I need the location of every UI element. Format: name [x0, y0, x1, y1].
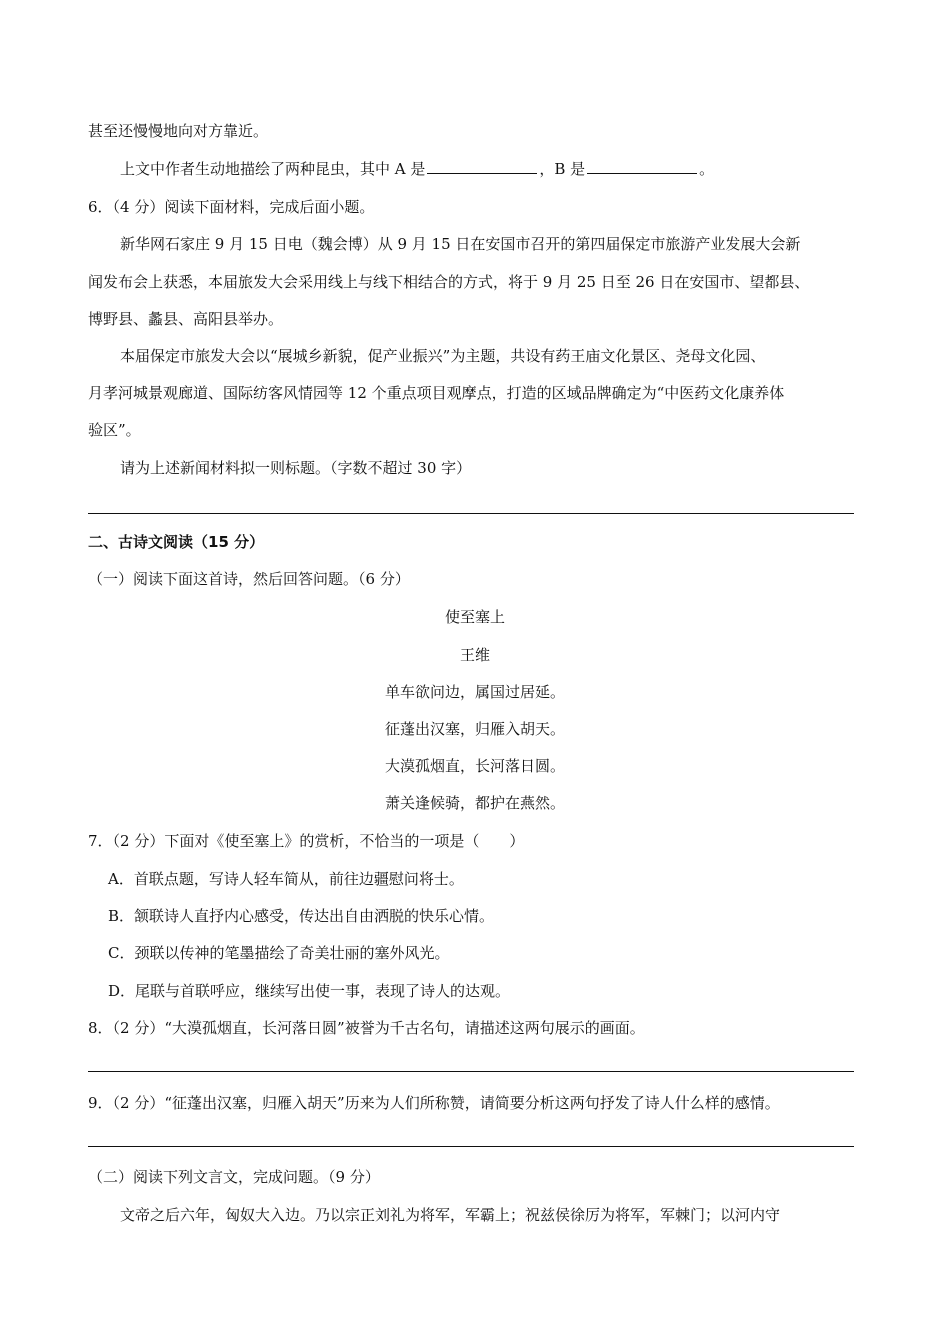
q6-para2-line: 验区”。	[88, 421, 141, 439]
answer-blank-b[interactable]	[587, 159, 697, 174]
part1-header: （一）阅读下面这首诗，然后回答问题。（6 分）	[88, 570, 410, 588]
q7-option-c[interactable]: C．颈联以传神的笔墨描绘了奇美壮丽的塞外风光。	[108, 944, 450, 962]
answer-line-q9[interactable]	[88, 1146, 854, 1147]
q5-prompt-pre: 上文中作者生动地描绘了两种昆虫，其中 A 是	[120, 160, 426, 178]
q6-para2-line: 月孝河城景观廊道、国际纺客风情园等 12 个重点项目观摩点，打造的区域品牌确定为“中医药文化康养体	[88, 384, 785, 402]
poem-title: 使至塞上	[444, 608, 505, 626]
classical-text-line: 文帝之后六年，匈奴大入边。乃以宗正刘礼为将军，军霸上；祝兹侯徐厉为将军，军棘门；以河内守	[120, 1206, 781, 1224]
answer-blank-a[interactable]	[427, 159, 537, 174]
q6-para2-line: 本届保定市旅发大会以“展城乡新貌，促产业振兴”为主题，共设有药王庙文化景区、尧母文化园、	[120, 347, 766, 365]
poem-line: 萧关逢候骑，都护在燕然。	[384, 794, 565, 812]
poem-line: 单车欲问边，属国过居延。	[384, 683, 565, 701]
q6-prompt: 请为上述新闻材料拟一则标题。（字数不超过 30 字）	[120, 459, 472, 477]
q5-prompt-mid: ，B 是	[539, 160, 586, 178]
q7-option-b[interactable]: B．颔联诗人直抒内心感受，传达出自由洒脱的快乐心情。	[108, 907, 495, 925]
poem-line: 大漠孤烟直，长河落日圆。	[384, 757, 565, 775]
q8-stem: 8．（2 分）“大漠孤烟直，长河落日圆”被誉为千古名句，请描述这两句展示的画面。	[88, 1019, 645, 1037]
q7-option-a[interactable]: A．首联点题，写诗人轻车简从，前往边疆慰问将士。	[108, 870, 464, 888]
poem-line: 征蓬出汉塞，归雁入胡天。	[384, 720, 565, 738]
section-2-title: 二、古诗文阅读（15 分）	[88, 533, 265, 551]
q6-para1-line: 博野县、蠡县、高阳县举办。	[88, 310, 284, 328]
part2-header: （二）阅读下列文言文，完成问题。（9 分）	[88, 1168, 380, 1186]
q7-stem: 7．（2 分）下面对《使至塞上》的赏析，不恰当的一项是（ ）	[88, 832, 525, 850]
q6-para1-line: 新华网石家庄 9 月 15 日电（魏会博）从 9 月 15 日在安国市召开的第四届保定市旅游产业发展大会新	[120, 235, 801, 253]
poem-author: 王维	[459, 646, 490, 664]
q6-para1-line: 闻发布会上获悉，本届旅发大会采用线上与线下相结合的方式，将于 9 月 25 日至 26 日在安国市、望都县、	[88, 273, 810, 291]
q9-stem: 9．（2 分）“征蓬出汉塞，归雁入胡天”历来为人们所称赞，请简要分析这两句抒发了诗人什么样的感情。	[88, 1094, 780, 1112]
q7-option-d[interactable]: D．尾联与首联呼应，继续写出使一事，表现了诗人的达观。	[108, 982, 511, 1000]
q6-header: 6．（4 分）阅读下面材料，完成后面小题。	[88, 198, 375, 216]
q5-prompt	[120, 159, 714, 179]
answer-line-q8[interactable]	[88, 1071, 854, 1072]
answer-line-q6[interactable]	[88, 513, 854, 514]
q5-prompt-end: 。	[699, 160, 715, 178]
q5-text-line: 甚至还慢慢地向对方靠近。	[88, 122, 269, 140]
